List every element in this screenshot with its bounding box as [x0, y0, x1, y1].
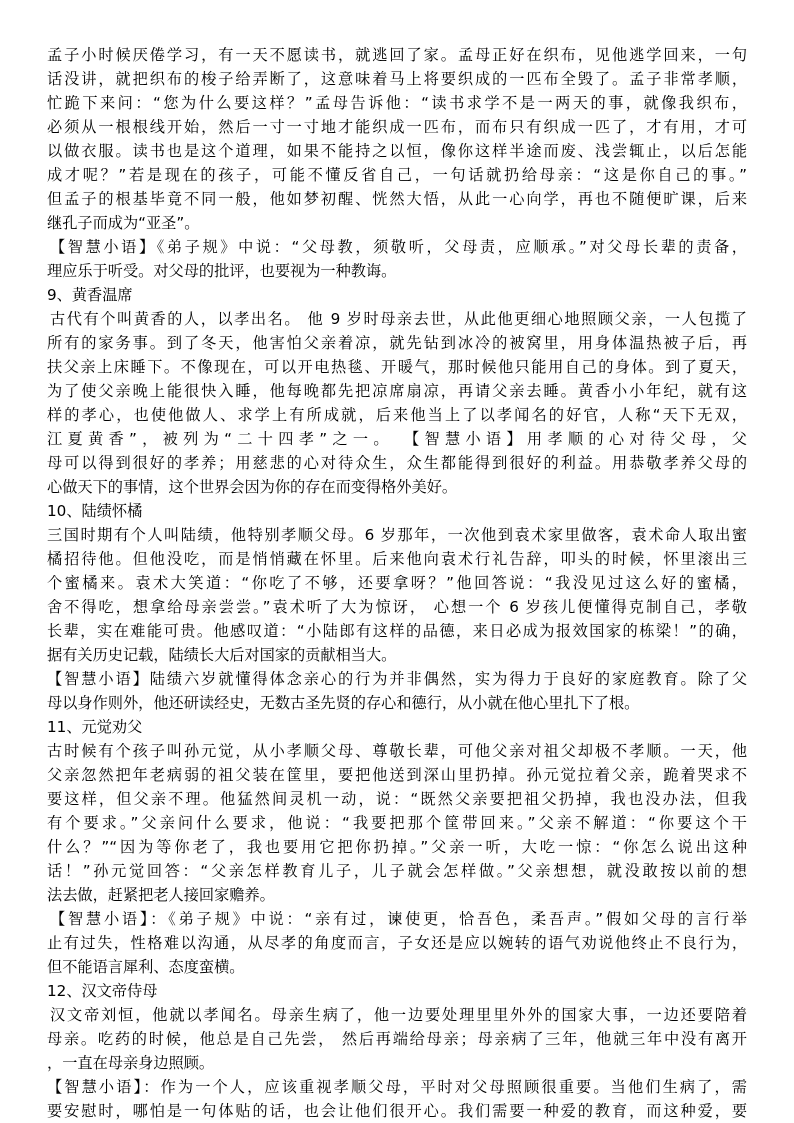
- text-line: 古代有个叫黄香的人，以孝出名。 他 9 岁时母亲去世，从此他更细心地照顾父亲，一人包揽了: [50, 310, 747, 328]
- text-line: 心做天下的事情，这个世界会因为你的存在而变得格外美好。: [47, 478, 458, 496]
- text-line: 母以身作则外，他还研读经史，无数古圣先贤的存心和德行，从小就在他心里扎下了根。: [47, 694, 640, 712]
- text-line: 法去做，赶紧把老人接回家赡养。: [47, 886, 275, 904]
- section-heading: 12、汉文帝侍母: [47, 982, 158, 1000]
- text-line: 什么？”“因为等你老了，我也要用它把你扔掉。”父亲一听，大吃一惊：“你怎么说出这种: [47, 838, 747, 856]
- text-line: 古时候有个孩子叫孙元觉，从小孝顺父母、尊敬长辈，可他父亲对祖父却极不孝顺。一天，他: [47, 742, 747, 760]
- text-line: 个蜜橘来。袁术大笑道：“你吃了不够，还要拿呀？”他回答说：“我没见过这么好的蜜橘，: [47, 574, 747, 592]
- text-line: 以做衣服。读书也是这个道理，如果不能持之以恒，像你这样半途而废、浅尝辄止，以后怎能: [47, 142, 747, 160]
- text-line: 必须从一根根线开始，然后一寸一寸地才能织成一匹布，而布只有织成一匹了，才有用，才可: [47, 118, 747, 136]
- section-heading: 9、黄香温席: [47, 286, 133, 304]
- text-line: 但孟子的根基毕竟不同一般，他如梦初醒、恍然大悟，从此一心向学，再也不随便旷课，后来: [47, 190, 747, 208]
- text-line: 要这样，但父亲不理。他猛然间灵机一动，说：“既然父亲要把祖父扔掉，我也没办法，但我: [47, 790, 747, 808]
- text-line: 三国时期有个人叫陆绩，他特别孝顺父母。6 岁那年，一次他到袁术家里做客，袁术命人取出蜜: [47, 526, 747, 544]
- text-line: 长辈，实在难能可贵。他感叹道：“小陆郎有这样的品德，来日必成为报效国家的栋梁！”的确，: [47, 622, 747, 640]
- wisdom-note: 【智慧小语】陆绩六岁就懂得体念亲心的行为并非偶然，实为得力于良好的家庭教育。除了父: [47, 670, 747, 688]
- text-line: 话没讲，就把织布的梭子给弄断了，这意味着马上将要织成的一匹布全毁了。孟子非常孝顺，: [47, 70, 747, 88]
- text-line: 有个要求。”父亲问什么要求，他说：“我要把那个筐带回来。”父亲不解道：“你要这个干: [47, 814, 747, 832]
- text-line: 汉文帝刘恒，他就以孝闻名。母亲生病了，他一边要处理里里外外的国家大事，一边还要陪着: [50, 1006, 747, 1024]
- text-line: 所有的家务事。到了冬天，他害怕父亲着凉，就先钻到冰冷的被窝里，用身体温热被子后，再: [47, 334, 747, 352]
- text-line: 止有过失，性格难以沟通，从尽孝的角度而言，子女还是应以婉转的语气劝说他终止不良行为，: [47, 934, 747, 952]
- wisdom-note: 【智慧小语】《弟子规》中说：“父母教，须敬听，父母责，应顺承。”对父母长辈的责备，: [50, 238, 747, 256]
- text-line: 成才呢？”若是现在的孩子，可能不懂反省自己，一句话就扔给母亲：“这是你自己的事。”: [47, 166, 747, 184]
- wisdom-note: 【智慧小语】：作为一个人，应该重视孝顺父母，平时对父母照顾很重要。当他们生病了，需: [47, 1078, 747, 1096]
- text-line: 继孔子而成为“亚圣”。: [47, 214, 200, 232]
- text-line: 理应乐于听受。对父母的批评，也要视为一种教诲。: [47, 262, 397, 280]
- text-line: 但不能语言犀利、态度蛮横。: [47, 958, 245, 976]
- text-line: 要安慰时，哪怕是一句体贴的话，也会让他们很开心。我们需要一种爱的教育，而这种爱，要: [47, 1102, 747, 1120]
- text-line: 样的孝心，也使他做人、求学上有所成就，后来他当上了以孝闻名的好官，人称“天下无双，: [47, 406, 747, 424]
- text-line: 孟子小时候厌倦学习，有一天不愿读书，就逃回了家。孟母正好在织布，见他逃学回来，一句: [47, 46, 747, 64]
- section-heading: 10、陆绩怀橘: [47, 502, 143, 520]
- section-heading: 11、元觉劝父: [47, 718, 143, 736]
- text-line: 橘招待他。但他没吃，而是悄悄藏在怀里。后来他向袁术行礼告辞，叩头的时候，怀里滚出三: [47, 550, 747, 568]
- text-line: 父亲忽然把年老病弱的祖父装在筐里，要把他送到深山里扔掉。孙元觉拉着父亲，跪着哭求不: [47, 766, 747, 784]
- text-line: 母亲。吃药的时候，他总是自己先尝， 然后再端给母亲；母亲病了三年，他就三年中没有离开: [47, 1030, 747, 1048]
- text-line: 母可以得到很好的孝养；用慈悲的心对待众生，众生都能得到很好的利益。用恭敬孝养父母的: [47, 454, 747, 472]
- text-line: 据有关历史记载，陆绩长大后对国家的贡献相当大。: [47, 646, 397, 664]
- wisdom-note: 【智慧小语】：《弟子规》中说：“亲有过，谏使更，恰吾色，柔吾声。”假如父母的言行举: [50, 910, 747, 928]
- text-line: ，一直在母亲身边照顾。: [47, 1054, 215, 1072]
- text-line: 为了使父亲晚上能很快入睡，他每晚都先把凉席扇凉，再请父亲去睡。黄香小小年纪，就有这: [47, 382, 747, 400]
- text-line: 话！”孙元觉回答：“父亲怎样教育儿子，儿子就会怎样做。”父亲想想，就没敢按以前的想: [47, 862, 747, 880]
- text-line: 舍不得吃，想拿给母亲尝尝。”袁术听了大为惊讶， 心想一个 6 岁孩儿便懂得克制自己，孝敬: [47, 598, 747, 616]
- text-line: 江夏黄香”，被列为“二十四孝”之一。 【智慧小语】用孝顺的心对待父母，父: [47, 430, 747, 448]
- text-line: 忙跪下来问：“您为什么要这样？”孟母告诉他：“读书求学不是一两天的事，就像我织布，: [47, 94, 747, 112]
- text-line: 扶父亲上床睡下。不像现在，可以开电热毯、开暖气，那时候他只能用自己的身体。到了夏天，: [47, 358, 747, 376]
